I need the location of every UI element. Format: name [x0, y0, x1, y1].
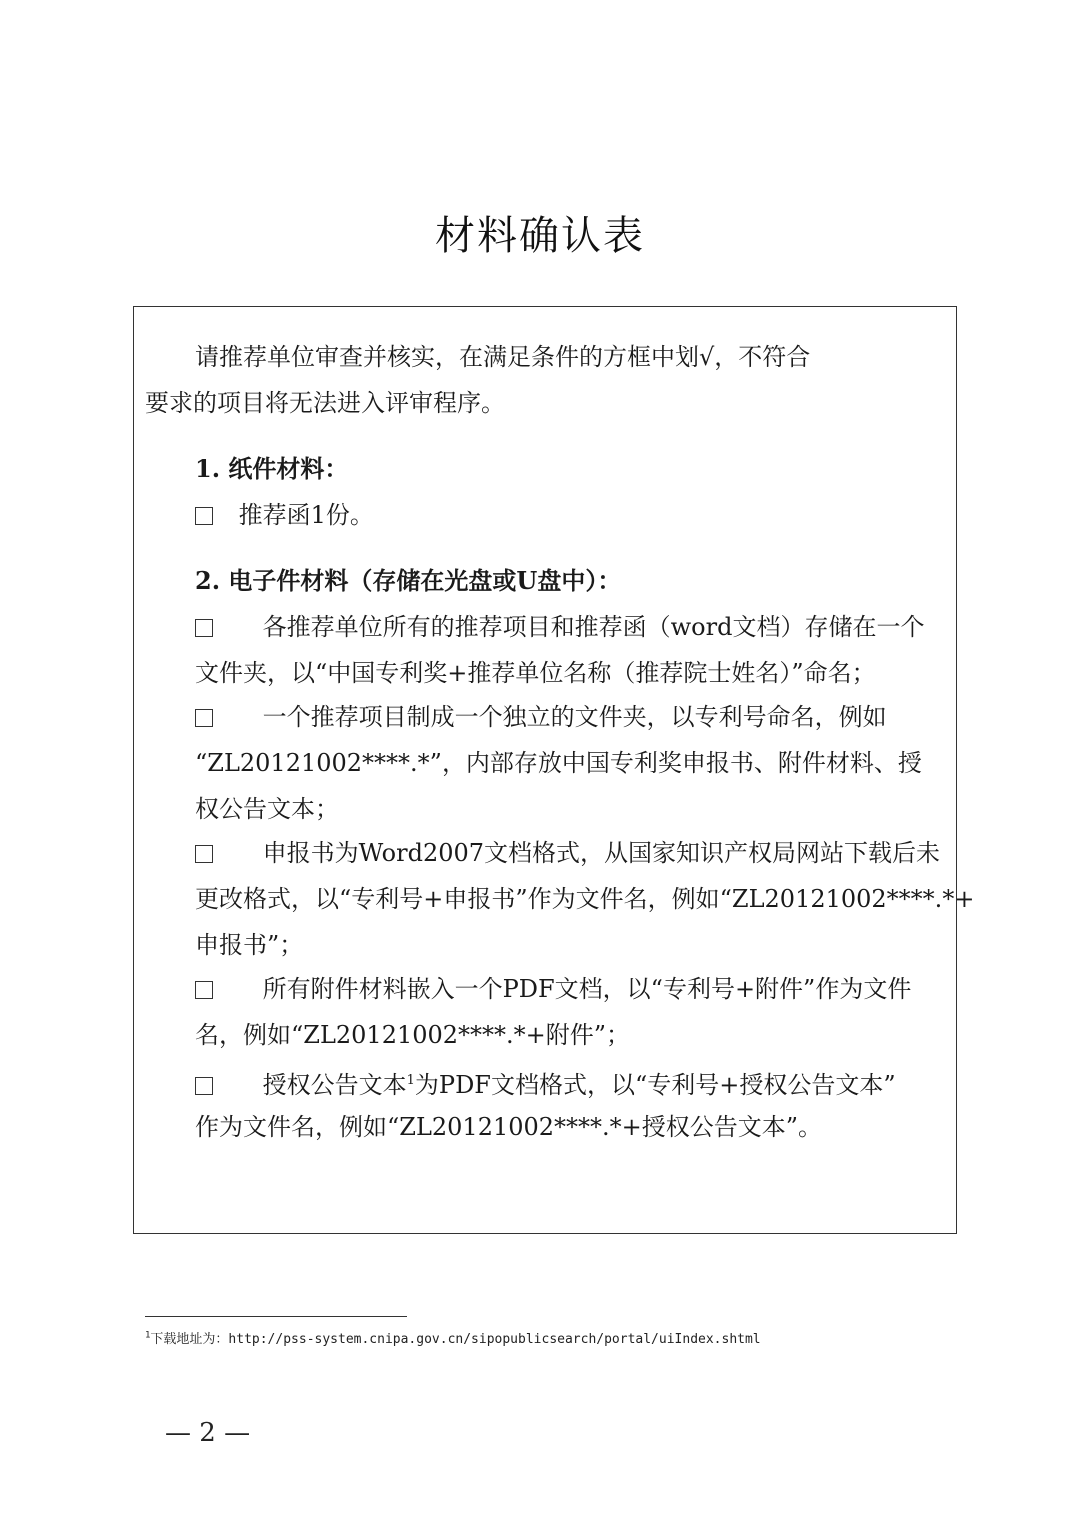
page-number: — 2 — [165, 1418, 251, 1448]
electronic-item-3-text: 申报书为Word2007文档格式，从国家知识产权局网站下载后未 [262, 839, 941, 867]
electronic-item-2-text: 一个推荐项目制成一个独立的文件夹，以专利号命名，例如 [262, 703, 887, 731]
checkbox[interactable] [195, 981, 213, 999]
footnote [145, 1328, 761, 1347]
page-title: 材料确认表 [435, 213, 645, 259]
electronic-item-2-line-1 [195, 702, 887, 732]
electronic-item-5-line-2: 作为文件名，例如“ZL20121002****.*+授权公告文本”。 [195, 1113, 823, 1141]
checkbox[interactable] [195, 1077, 213, 1095]
electronic-item-3-line-1 [195, 838, 940, 868]
electronic-item-3-line-3: 申报书”； [195, 931, 304, 959]
electronic-item-2-line-3: 权公告文本； [195, 795, 339, 823]
section-2-heading: 2. 电子件材料（存储在光盘或U盘中）： [195, 566, 622, 595]
intro-line-2: 要求的项目将无法进入评审程序。 [145, 389, 505, 417]
paper-item-1 [195, 500, 374, 530]
paper-item-1-text: 推荐函1份。 [238, 501, 374, 529]
electronic-item-1-text: 各推荐单位所有的推荐项目和推荐函（word文档）存储在一个 [262, 613, 925, 641]
electronic-item-4-line-2: 名，例如“ZL20121002****.*+附件”； [195, 1021, 631, 1049]
footnote-divider [145, 1316, 407, 1317]
section-1-heading: 1. 纸件材料： [195, 454, 349, 483]
electronic-item-2-line-2: “ZL20121002****.*”，内部存放中国专利奖申报书、附件材料、授 [195, 749, 922, 777]
intro-line-1: 请推荐单位审查并核实，在满足条件的方框中划√，不符合 [195, 343, 811, 371]
electronic-item-3-line-2: 更改格式，以“专利号+申报书”作为文件名，例如“ZL20121002****.*+ [195, 885, 975, 913]
electronic-item-1-line-2: 文件夹，以“中国专利奖+推荐单位名称（推荐院士姓名）”命名； [195, 659, 876, 687]
checkbox[interactable] [195, 619, 213, 637]
checkbox[interactable] [195, 507, 213, 525]
electronic-item-4-text: 所有附件材料嵌入一个PDF文档，以“专利号+附件”作为文件 [262, 975, 912, 1003]
electronic-item-5-text: 授权公告文本 [262, 1071, 407, 1099]
footnote-mark: 1 [145, 1330, 151, 1341]
electronic-item-5-text-cont: 为PDF文档格式，以“专利号+授权公告文本” [414, 1071, 896, 1099]
checkbox[interactable] [195, 845, 213, 863]
electronic-item-1-line-1 [195, 612, 924, 642]
electronic-item-4-line-1 [195, 974, 911, 1004]
checkbox[interactable] [195, 709, 213, 727]
footnote-text: 下载地址为：http://pss-system.cnipa.gov.cn/sipopublicsearch/portal/uiIndex.shtml [150, 1332, 761, 1347]
footnote-reference: 1 [406, 1073, 415, 1088]
electronic-item-5-line-1 [195, 1066, 896, 1100]
